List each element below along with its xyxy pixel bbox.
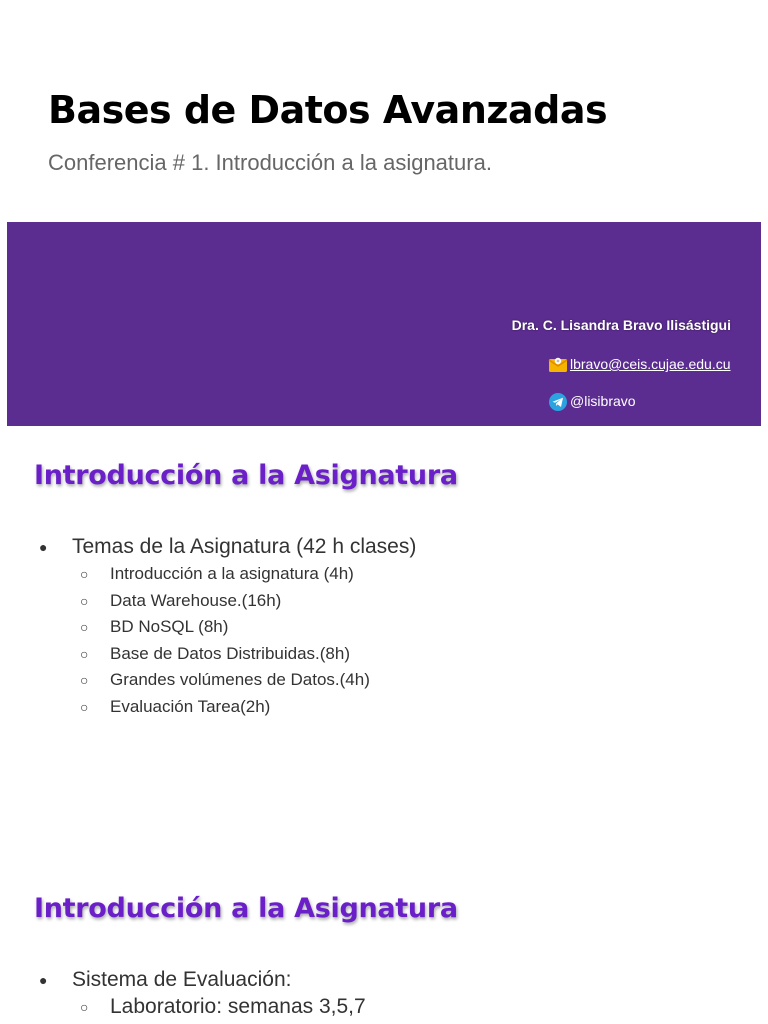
section-heading: Introducción a la Asignatura bbox=[34, 893, 458, 924]
email-contact bbox=[548, 355, 731, 373]
section-evaluation bbox=[34, 893, 458, 1021]
page-title: Bases de Datos Avanzadas bbox=[48, 88, 608, 132]
list-item bbox=[34, 966, 458, 1021]
sublist-item: ○ Base de Datos Distribuidas.(8h) bbox=[72, 641, 458, 668]
sublist-item: ○ BD NoSQL (8h) bbox=[72, 614, 458, 641]
sublist-item: ○ Data Warehouse.(16h) bbox=[72, 588, 458, 615]
email-icon bbox=[548, 355, 568, 373]
evaluation-list bbox=[34, 966, 458, 1021]
telegram-handle[interactable]: @lisibravo bbox=[570, 393, 636, 409]
telegram-icon bbox=[548, 392, 568, 410]
page-subtitle: Conferencia # 1. Introducción a la asignatura. bbox=[48, 150, 492, 175]
list-item-label: Sistema de Evaluación: bbox=[72, 968, 292, 991]
sublist bbox=[72, 561, 458, 720]
sublist-item: ○ Introducción a la asignatura (4h) bbox=[72, 561, 458, 588]
sublist-item: ○ Evaluación Tarea(2h) bbox=[72, 694, 458, 721]
email-link[interactable]: lbravo@ceis.cujae.edu.cu bbox=[570, 356, 731, 372]
author-name: Dra. C. Lisandra Bravo Ilisástigui bbox=[511, 317, 731, 333]
sublist-item: ○ Laboratorio: semanas 3,5,7 bbox=[72, 994, 458, 1021]
list-item bbox=[34, 533, 458, 720]
sublist bbox=[72, 994, 458, 1021]
telegram-contact bbox=[548, 392, 636, 410]
section-heading: Introducción a la Asignatura bbox=[34, 460, 458, 491]
list-item-label: Temas de la Asignatura (42 h clases) bbox=[72, 535, 417, 558]
sublist-item: ○ Grandes volúmenes de Datos.(4h) bbox=[72, 667, 458, 694]
section-topics bbox=[34, 460, 458, 720]
author-banner bbox=[7, 222, 761, 426]
title-block bbox=[48, 88, 607, 176]
topics-list bbox=[34, 533, 458, 720]
